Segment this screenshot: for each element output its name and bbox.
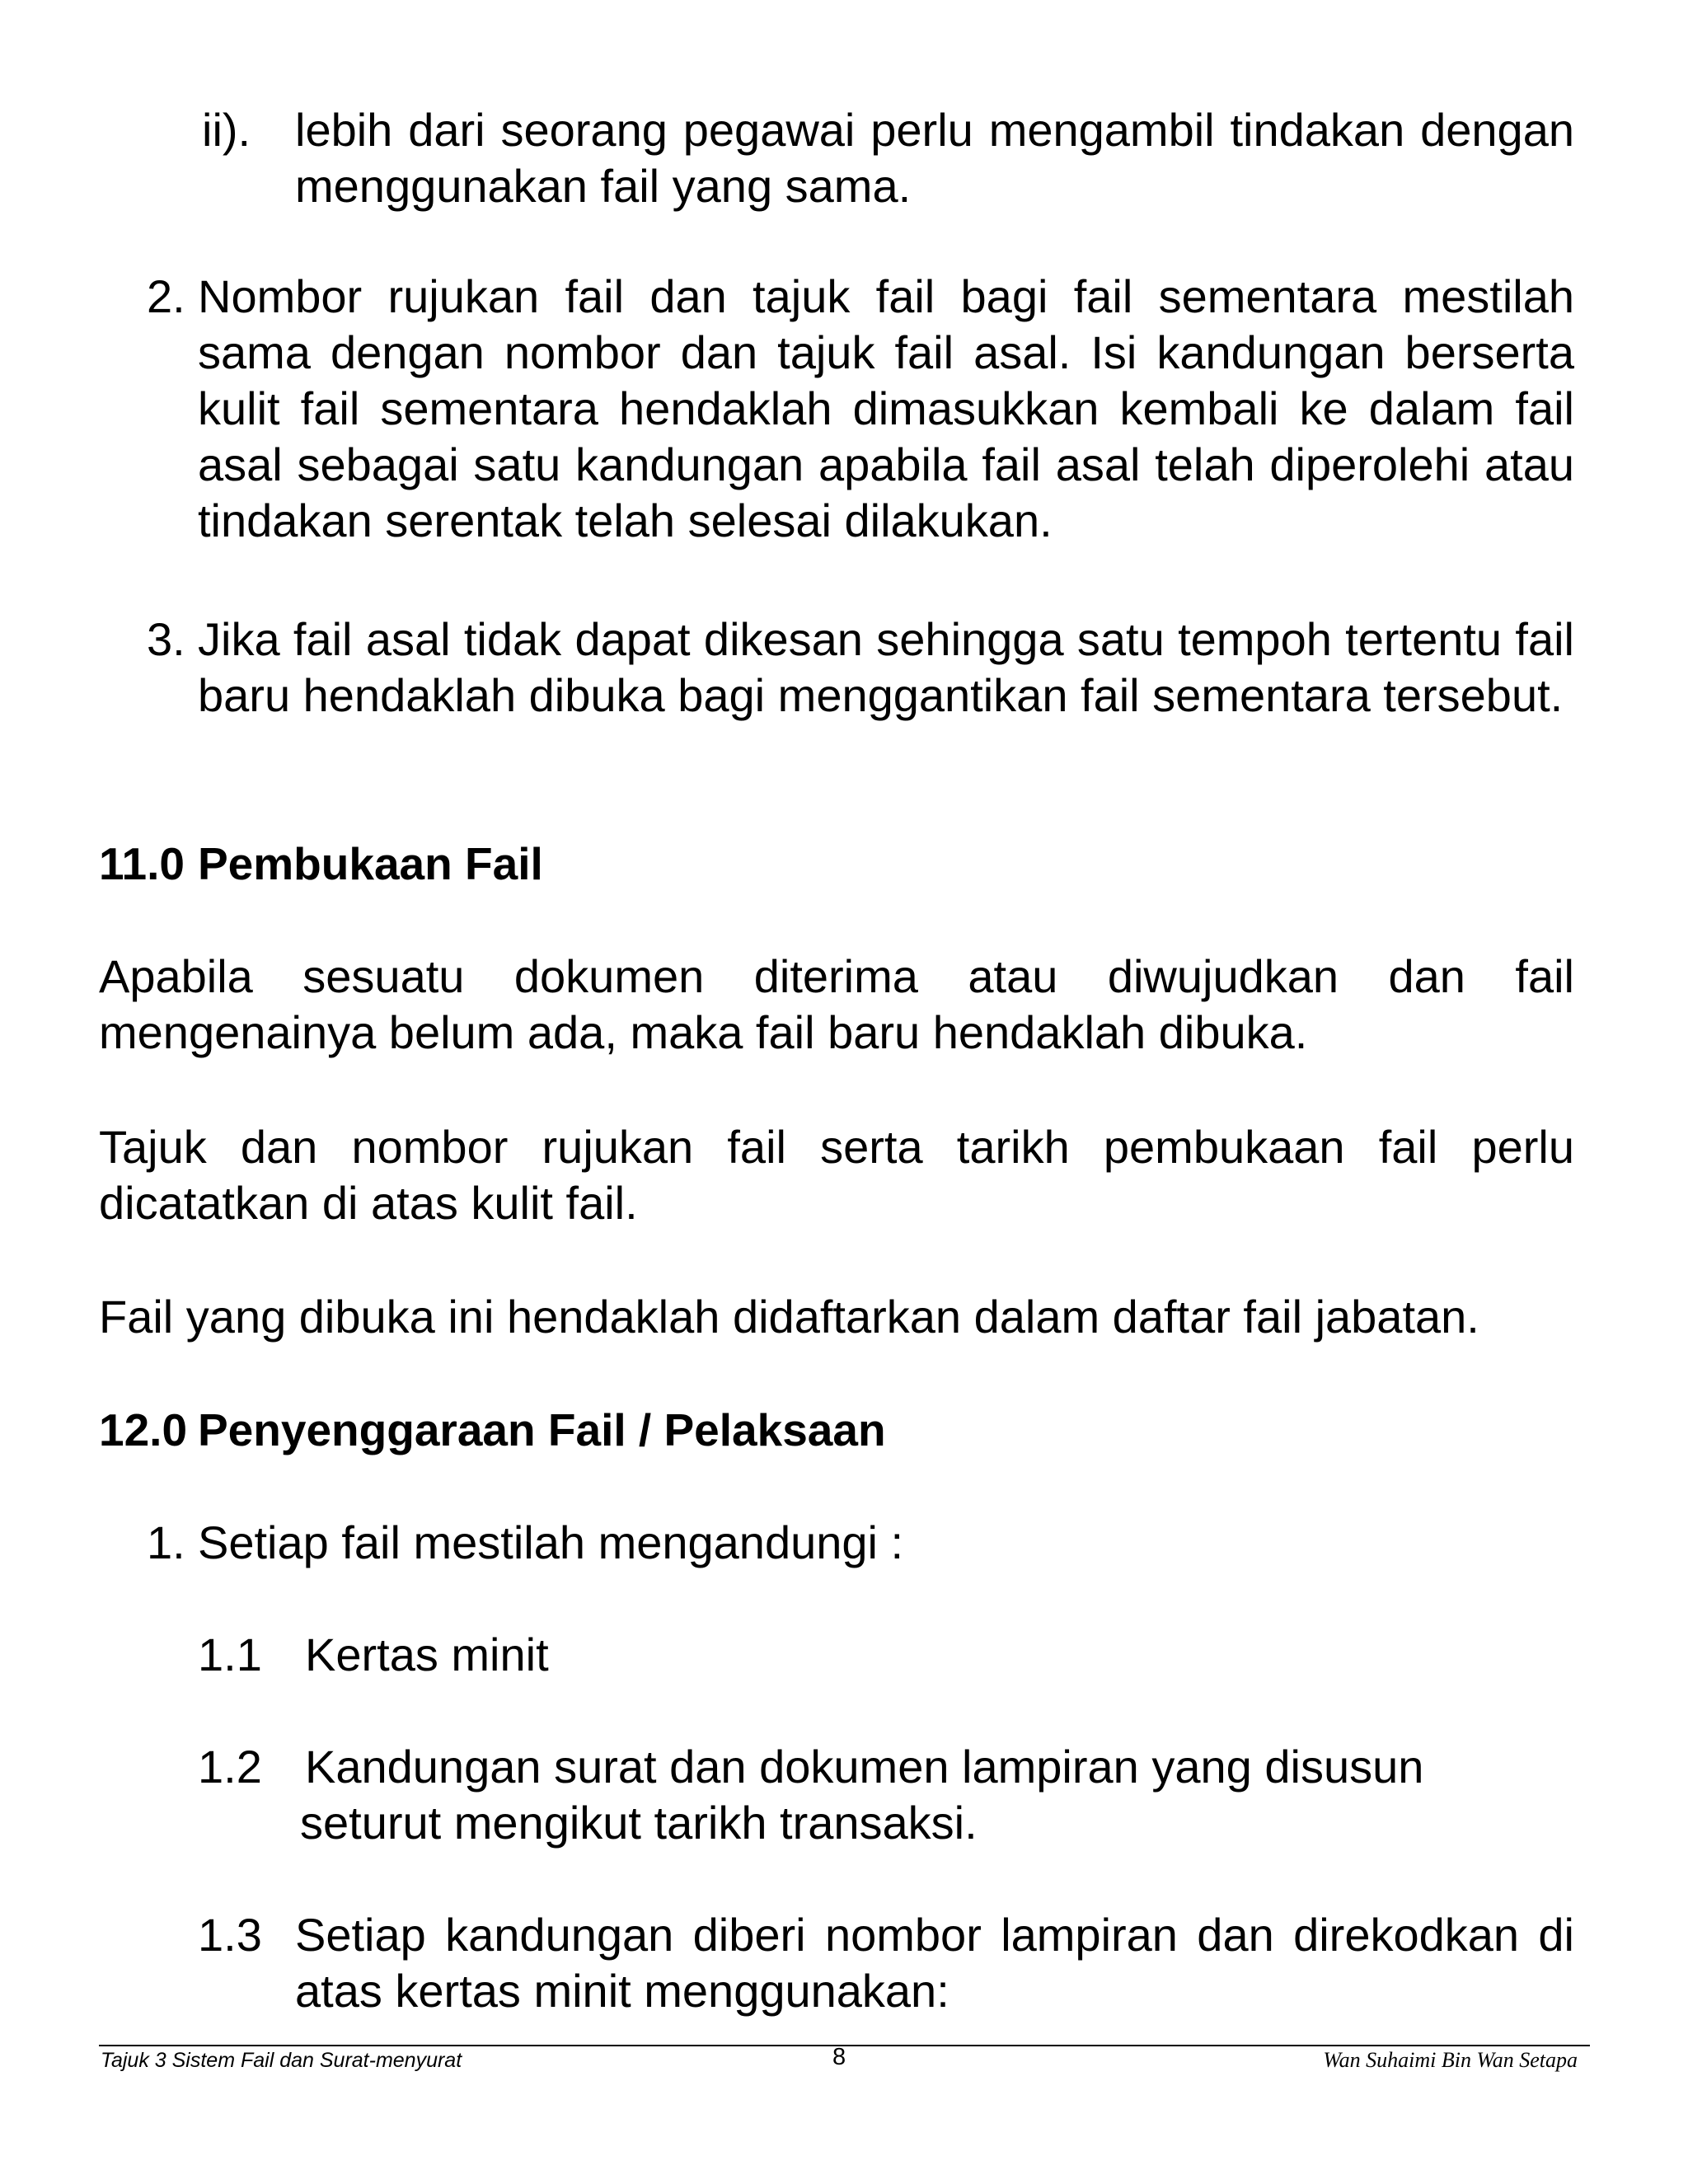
subitem-text-1-1: Kertas minit — [305, 1629, 549, 1680]
list-marker-2: 2. — [147, 270, 185, 322]
footer-page-number: 8 — [832, 2044, 846, 2070]
footer-author: Wan Suhaimi Bin Wan Setapa — [1323, 2048, 1578, 2072]
section-11-number: 11.0 — [99, 838, 185, 889]
list-marker-ii: ii). — [202, 104, 251, 156]
section-12-title: Penyenggaraan Fail / Pelaksaan — [198, 1404, 886, 1455]
subitem-text-1-2: Kandungan surat dan dokumen lampiran yang disusun seturut mengikut tarikh transaksi. — [300, 1741, 1424, 1849]
section-12-list-item-1-text: Setiap fail mestilah mengandungi : — [198, 1516, 904, 1568]
section-11-paragraph-3: Fail yang dibuka ini hendaklah didaftarkan dalam daftar fail jabatan. — [99, 1291, 1479, 1343]
footer-chapter-title: Tajuk 3 Sistem Fail dan Surat-menyurat — [101, 2049, 462, 2072]
list-item-3-text: Jika fail asal tidak dapat dikesan sehingga satu tempoh tertentu fail baru hendaklah dibuka bagi menggantikan fail sementara tersebut. — [198, 613, 1574, 721]
list-item-ii-text: lebih dari seorang pegawai perlu mengambil tindakan dengan menggunakan fail yang sama. — [295, 104, 1574, 212]
list-item-2-text: Nombor rujukan fail dan tajuk fail bagi fail sementara mestilah sama dengan nombor dan tajuk fail asal. Isi kandungan berserta kulit fail sementara hendaklah dimasukkan kembali ke dalam fail asal sebagai satu kandungan apabila fail asal telah diperolehi atau tindakan serentak telah selesai dilakukan. — [198, 270, 1574, 546]
section-12-number: 12.0 — [99, 1404, 188, 1455]
section-12-list-marker-1: 1. — [147, 1516, 185, 1568]
subitem-marker-1-3: 1.3 — [198, 1909, 262, 1961]
list-marker-3: 3. — [147, 613, 185, 665]
section-11-paragraph-1: Apabila sesuatu dokumen diterima atau diwujudkan dan fail mengenainya belum ada, maka fail baru hendaklah dibuka. — [99, 950, 1574, 1058]
section-11-title: Pembukaan Fail — [198, 838, 543, 889]
subitem-marker-1-1: 1.1 — [198, 1629, 262, 1680]
section-11-paragraph-2: Tajuk dan nombor rujukan fail serta tarikh pembukaan fail perlu dicatatkan di atas kulit fail. — [99, 1121, 1574, 1229]
subitem-text-1-3: Setiap kandungan diberi nombor lampiran dan direkodkan di atas kertas minit menggunakan: — [295, 1909, 1574, 2017]
subitem-marker-1-2: 1.2 — [198, 1741, 262, 1793]
